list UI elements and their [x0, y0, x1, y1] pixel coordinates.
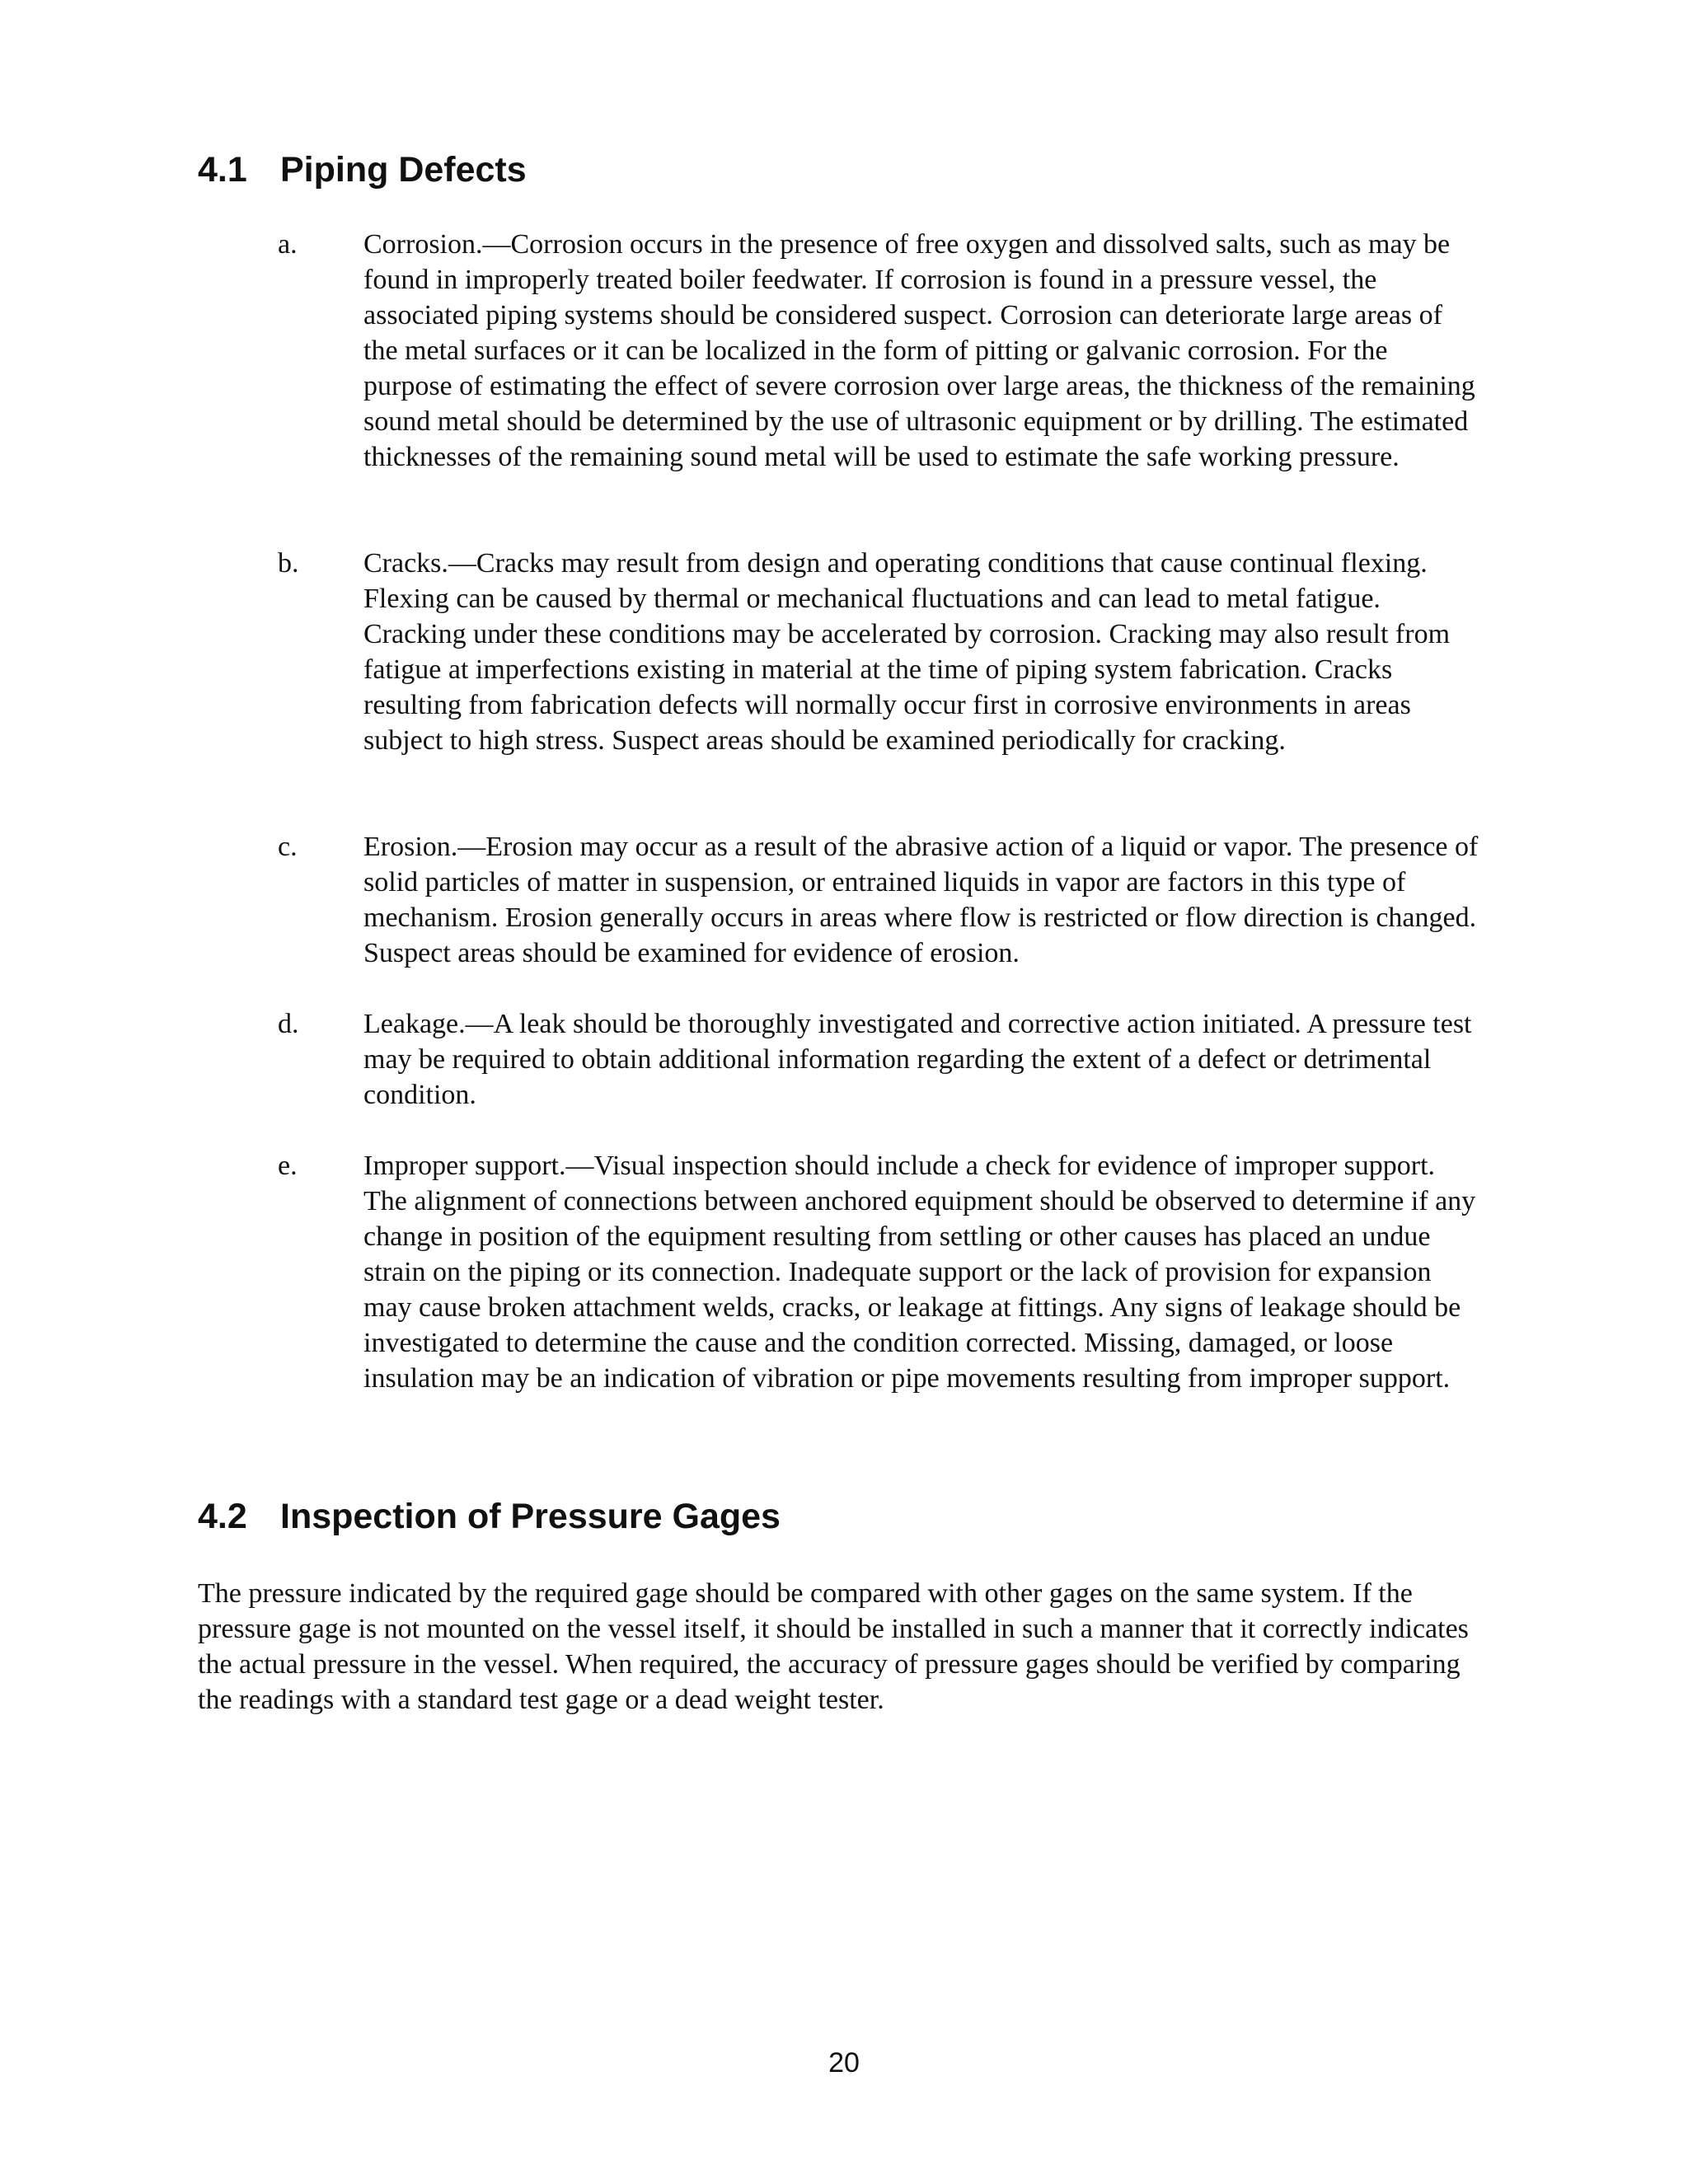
list-item-erosion — [278, 829, 1481, 971]
list-item-leakage — [278, 1006, 1481, 1113]
section-number: 4.1 — [198, 150, 247, 190]
section-paragraph: The pressure indicated by the required gage should be compared with other gages on the same system. If the pressure gage is not mounted on the vessel itself, it should be installed in such a manner that it correctly indicates the actual pressure in the vessel. When required, the accuracy of pressure gages should be verified by comparing the readings with a standard test gage or a dead weight tester. — [198, 1578, 1469, 1715]
section-heading-4-1 — [198, 149, 527, 190]
section-title: Inspection of Pressure Gages — [280, 1497, 781, 1536]
section-number: 4.2 — [198, 1497, 247, 1536]
list-item-term: Cracks.— — [363, 548, 476, 579]
list-item-body — [363, 1006, 1481, 1113]
list-item-body — [363, 546, 1481, 758]
list-item-corrosion — [278, 227, 1481, 475]
list-item-text: Corrosion occurs in the presence of free oxygen and dissolved salts, such as may be found in improperly treated boiler feedwater. If corrosion is found in a pressure vessel, the associated piping systems should be considered suspect. Corrosion can deteriorate large areas of the metal surfaces or it can be localized in the form of pitting or galvanic corrosion. For the purpose of estimating the effect of severe corrosion over large areas, the thickness of the remaining sound metal should be determined by the use of ultrasonic equipment or by drilling. The estimated thicknesses of the remaining sound metal will be used to estimate the safe working pressure. — [363, 229, 1475, 472]
list-item-letter: b. — [278, 548, 299, 579]
list-item-letter: d. — [278, 1009, 299, 1039]
list-item-text: A leak should be thoroughly investigated and corrective action initiated. A pressure test may be required to obtain additional information regarding the extent of a defect or detrimental condition. — [363, 1009, 1472, 1110]
list-item-letter: a. — [278, 229, 298, 260]
list-item-improper-support — [278, 1148, 1481, 1396]
page-number: 20 — [828, 2047, 860, 2079]
list-item-text: Erosion may occur as a result of the abrasive action of a liquid or vapor. The presence of solid particles of matter in suspension, or entrained liquids in vapor are factors in this type of mechanism. Erosion generally occurs in areas where flow is restricted or flow direction is changed. Suspect areas should be examined for evidence of erosion. — [363, 832, 1479, 968]
list-item-letter: e. — [278, 1151, 298, 1181]
section-title: Piping Defects — [280, 150, 527, 190]
list-item-body — [363, 1148, 1481, 1396]
list-item-term: Improper support.— — [363, 1151, 594, 1181]
list-item-term: Corrosion.— — [363, 229, 511, 260]
section-heading-4-2 — [198, 1496, 781, 1537]
list-item-text: Cracks may result from design and operating conditions that cause continual flexing. Flexing can be caused by thermal or mechanical fluctuations and can lead to metal fatigue. Cracking under these conditions may be accelerated by corrosion. Cracking may also result from fatigue at imperfections existing in material at the time of piping system fabrication. Cracks resulting from fabrication defects will normally occur first in corrosive environments in areas subject to high stress. Suspect areas should be examined periodically for cracking. — [363, 548, 1451, 756]
list-item-letter: c. — [278, 832, 298, 862]
list-item-cracks — [278, 546, 1481, 758]
list-item-term: Leakage.— — [363, 1009, 494, 1039]
list-item-body — [363, 829, 1481, 971]
list-item-body — [363, 227, 1481, 475]
list-item-text: Visual inspection should include a check for evidence of improper support. The alignment of connections between anchored equipment should be observed to determine if any change in position of the equipment resulting from settling or other causes has placed an undue strain on the piping or its connection. Inadequate support or the lack of provision for expansion may cause broken attachment welds, cracks, or leakage at fittings. Any signs of leakage should be investigated to determine the cause and the condition corrected. Missing, damaged, or loose insulation may be an indication of vibration or pipe movements resulting from improper support. — [363, 1151, 1476, 1394]
list-item-term: Erosion.— — [363, 832, 486, 862]
